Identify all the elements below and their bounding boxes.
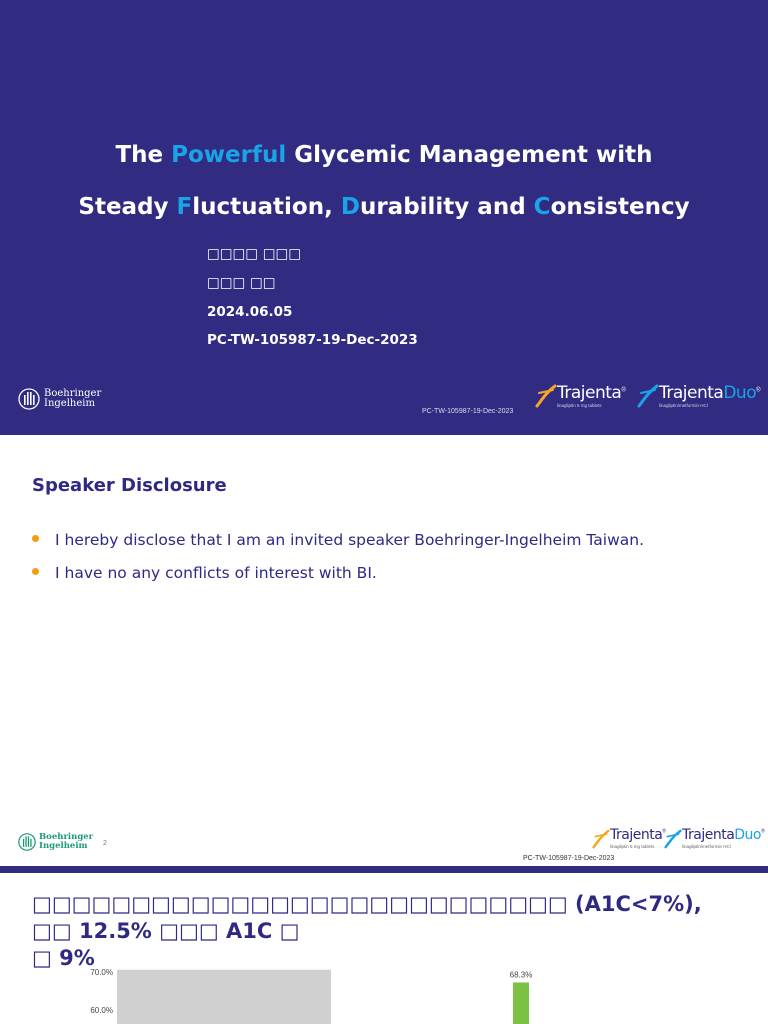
title-line-2 <box>0 194 768 220</box>
registered-mark: ® <box>621 387 626 394</box>
title-line-1 <box>0 142 768 168</box>
boehringer-emblem-icon <box>18 387 40 411</box>
bar <box>513 982 529 1024</box>
document-code: PC-TW-105987-19-Dec-2023 <box>207 332 418 348</box>
logo-text: Boehringer <box>39 832 94 843</box>
presentation-date: 2024.06.05 <box>207 304 293 320</box>
bullet-dot-icon <box>32 535 39 542</box>
trajenta-duo-logo <box>664 826 765 849</box>
trajenta-logo <box>535 383 626 408</box>
boehringer-logo <box>18 832 93 852</box>
chart <box>0 873 768 1024</box>
title-accent-letter: F <box>176 194 193 220</box>
boehringer-emblem-icon <box>18 832 36 852</box>
y-tick-label: 60.0% <box>90 1006 113 1015</box>
boehringer-logo <box>18 387 101 411</box>
disclosure-slide <box>0 440 768 866</box>
trajenta-duo-subtitle: linagliptin/metformin HCl <box>659 403 708 408</box>
logo-text: Ingelheim <box>39 841 88 851</box>
title-accent-text: Powerful <box>171 142 287 168</box>
trajenta-swoosh-icon <box>592 829 610 849</box>
title-text: Glycemic Management with <box>286 142 653 168</box>
chart-slide <box>0 873 768 1024</box>
slide-separator-bar <box>0 866 768 873</box>
trajenta-subtitle: linagliptin 5 mg tablets <box>610 844 655 849</box>
registered-mark: ® <box>662 828 666 835</box>
trajenta-duo-subtitle: linagliptin/metformin HCl <box>682 844 731 849</box>
title-accent-letter: D <box>340 194 360 220</box>
y-tick-label: 70.0% <box>90 968 113 977</box>
slide-title-line: □ 9% <box>32 946 95 970</box>
bullet-text: I have no any conflicts of interest with BI. <box>55 564 377 582</box>
trajenta-duo-swoosh-icon <box>637 384 659 408</box>
footnote: PC-TW-105987-19-Dec-2023 <box>422 408 514 415</box>
bar <box>117 970 331 1024</box>
bullet-dot-icon <box>32 568 39 575</box>
trajenta-name: Trajenta <box>610 827 663 843</box>
slide-title-line: □□□□□□□□□□□□□□□□□□□□□□□□□□□ (A1C<7%), □□ 12.5% □□□ A1C □ <box>32 892 702 943</box>
trajenta-duo-suffix: Duo <box>723 383 757 403</box>
title-text: Steady <box>78 194 177 220</box>
trajenta-duo-name: Trajenta <box>682 827 735 843</box>
registered-mark: ® <box>761 828 765 835</box>
trajenta-logo <box>592 826 666 849</box>
registered-mark: ® <box>756 387 761 394</box>
bullet-text: I hereby disclose that I am an invited speaker Boehringer-Ingelheim Taiwan. <box>55 531 645 549</box>
slide-title: Speaker Disclosure <box>32 475 227 496</box>
trajenta-name: Trajenta <box>557 383 622 403</box>
logo-text: Boehringer <box>44 387 102 399</box>
title-text: The <box>115 142 172 168</box>
title-text: onsistency <box>550 194 690 220</box>
title-text: luctuation, <box>192 194 341 220</box>
trajenta-duo-suffix: Duo <box>734 827 761 843</box>
title-accent-letter: C <box>533 194 551 220</box>
bullet-item <box>32 531 644 549</box>
trajenta-swoosh-icon <box>535 384 557 408</box>
trajenta-subtitle: linagliptin 5 mg tablets <box>557 403 602 408</box>
trajenta-duo-logo <box>637 383 761 408</box>
trajenta-duo-name: Trajenta <box>659 383 724 403</box>
logo-text: Ingelheim <box>44 398 95 409</box>
page-number: 2 <box>103 840 107 847</box>
title-text: urability and <box>359 194 534 220</box>
data-label: 68.3% <box>509 970 533 980</box>
title-slide <box>0 0 768 435</box>
bullet-item <box>32 564 377 582</box>
speaker-name: □□□ □□ <box>207 275 276 291</box>
speaker-hospital: □□□□ □□□ <box>207 246 301 262</box>
footnote: PC-TW-105987-19-Dec-2023 <box>523 855 615 862</box>
trajenta-duo-swoosh-icon <box>664 829 682 849</box>
